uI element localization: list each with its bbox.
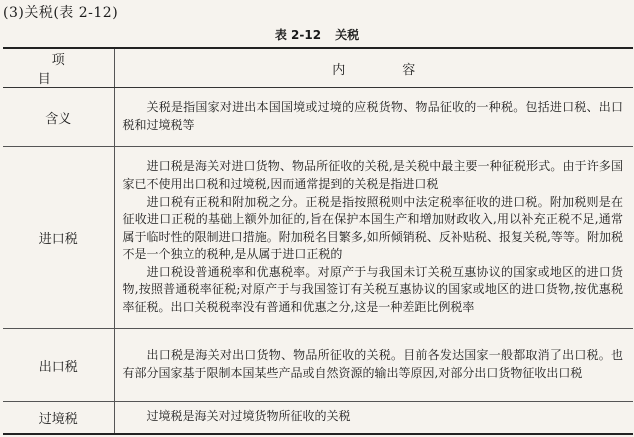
content-paragraph: 进口税是海关对进口货物、物品所征收的关税,是关税中最主要一种征税形式。由于许多国家已不使用出口税和过境税,因而通常提到的关税是指进口税 [122,159,623,191]
section-heading: (3)关税(表 2-12) [3,5,119,21]
table-number: 表 2-12 [274,28,322,42]
table-row-import-tax [3,147,633,329]
content-paragraph: 过境税是海关对过境货物所征收的关税 [146,409,351,424]
tariff-table [3,47,633,435]
content-paragraph: 进口税设普通税率和优惠税率。对原产于与我国未订关税互惠协议的国家或地区的进口货物,按照普通税率征税;对原产于与我国签订有关税互惠协议的国家或地区的进口货物,按优惠税率征税。出口关税税率没有普通和优惠之分,这是一种差距比例税率 [122,264,623,315]
header-item: 项 目 [3,48,114,88]
row-content [114,147,633,329]
content-paragraph: 关税是指国家对进出本国国境或过境的应税货物、物品征收的一种税。包括进口税、出口税和过境税等 [122,100,623,132]
content-paragraph: 进口税有正税和附加税之分。正税是指按照税则中法定税率征收的进口税。附加税则是在征收进口正税的基础上额外加征的,旨在保护本国生产和增加财政收入,用以补充正税不足,通常属于临时性的限制进口措施。附加税名目繁多,如所倾销税、反补贴税、报复关税,等等。附加税不是一个独立的税种,是从属于进口正税的 [122,194,623,262]
table-caption [0,27,634,43]
content-paragraph: 出口税是海关对出口货物、物品所征收的关税。目前各发达国家一般都取消了出口税。也有部分国家基于限制本国某些产品或自然资源的输出等原因,对部分出口货物征收出口税 [122,348,623,380]
table-row-transit-tax [3,402,633,434]
row-label: 出口税 [3,329,114,402]
row-label: 进口税 [3,147,114,329]
table-header-row [3,48,633,88]
row-content [114,329,633,402]
table-row-meaning [3,88,633,147]
row-content [114,402,633,434]
table-row-export-tax [3,329,633,402]
header-content: 内 容 [114,48,633,88]
row-label: 过境税 [3,402,114,434]
table-title: 关税 [335,28,360,42]
row-label: 含义 [3,88,114,147]
row-content [114,88,633,147]
